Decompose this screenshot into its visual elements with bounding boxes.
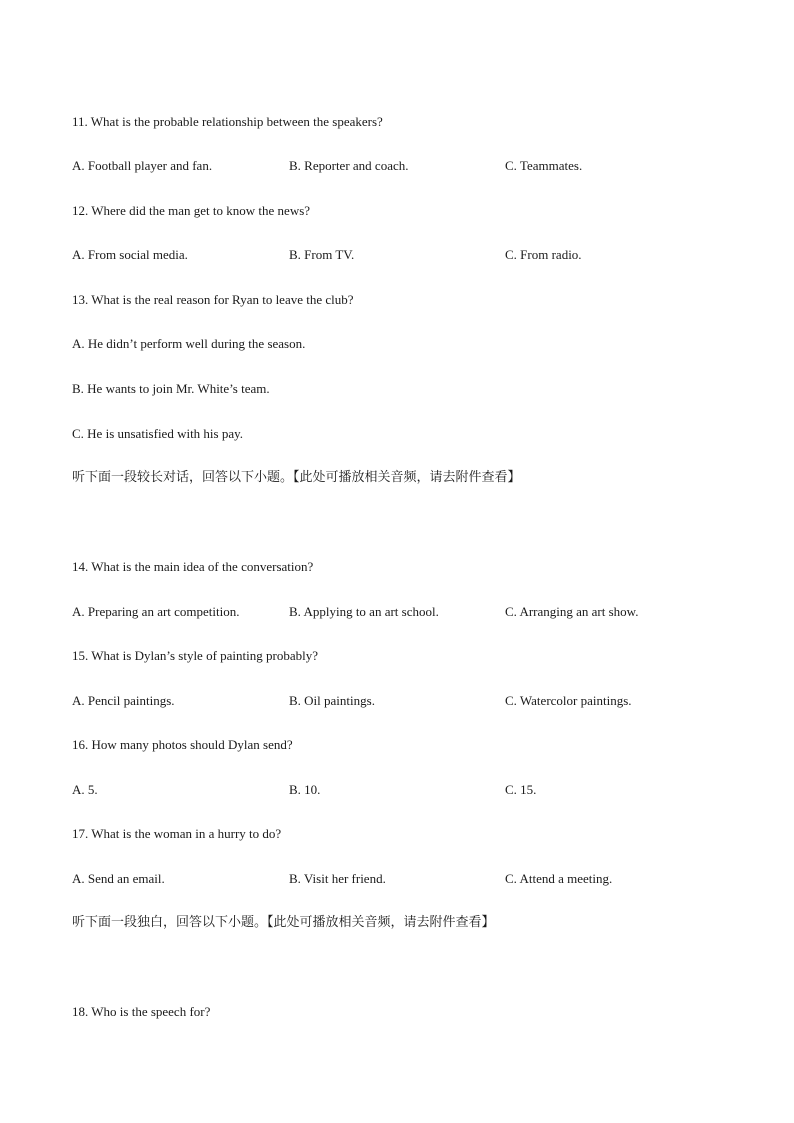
option-13-a: A. He didn’t perform well during the season. [72,336,306,351]
options-11 [0,158,794,174]
option-c: C. Teammates. [505,158,583,173]
option-a: A. Pencil paintings. [72,693,175,708]
question-11: 11. What is the probable relationship between the speakers? [72,114,383,129]
option-b: B. Applying to an art school. [289,604,439,619]
question-18: 18. Who is the speech for? [72,1004,211,1019]
listening-instruction: 听下面一段独白，回答以下小题。【此处可播放相关音频，请去附件查看】 [72,915,495,930]
question-14: 14. What is the main idea of the conversation? [72,559,314,574]
option-c: C. From radio. [505,247,582,262]
option-a: A. Preparing an art competition. [72,604,240,619]
option-c: C. Attend a meeting. [505,871,613,886]
option-13-b: B. He wants to join Mr. White’s team. [72,381,270,396]
option-b: B. Reporter and coach. [289,158,409,173]
option-a: A. Send an email. [72,871,165,886]
option-a: A. 5. [72,782,98,797]
options-15 [0,693,794,709]
question-16: 16. How many photos should Dylan send? [72,737,293,752]
option-c: C. Watercolor paintings. [505,693,632,708]
options-14 [0,604,794,620]
options-16 [0,782,794,798]
options-12 [0,247,794,263]
option-b: B. 10. [289,782,321,797]
question-12: 12. Where did the man get to know the news? [72,203,311,218]
question-15: 15. What is Dylan’s style of painting probably? [72,648,318,663]
option-b: B. From TV. [289,247,355,262]
question-13: 13. What is the real reason for Ryan to leave the club? [72,292,354,307]
option-b: B. Oil paintings. [289,693,375,708]
listening-instruction: 听下面一段较长对话，回答以下小题。【此处可播放相关音频，请去附件查看】 [72,470,521,485]
options-17 [0,871,794,887]
option-a: A. Football player and fan. [72,158,213,173]
option-a: A. From social media. [72,247,188,262]
question-17: 17. What is the woman in a hurry to do? [72,826,282,841]
option-b: B. Visit her friend. [289,871,386,886]
option-c: C. Arranging an art show. [505,604,639,619]
option-c: C. 15. [505,782,537,797]
option-13-c: C. He is unsatisfied with his pay. [72,426,244,441]
